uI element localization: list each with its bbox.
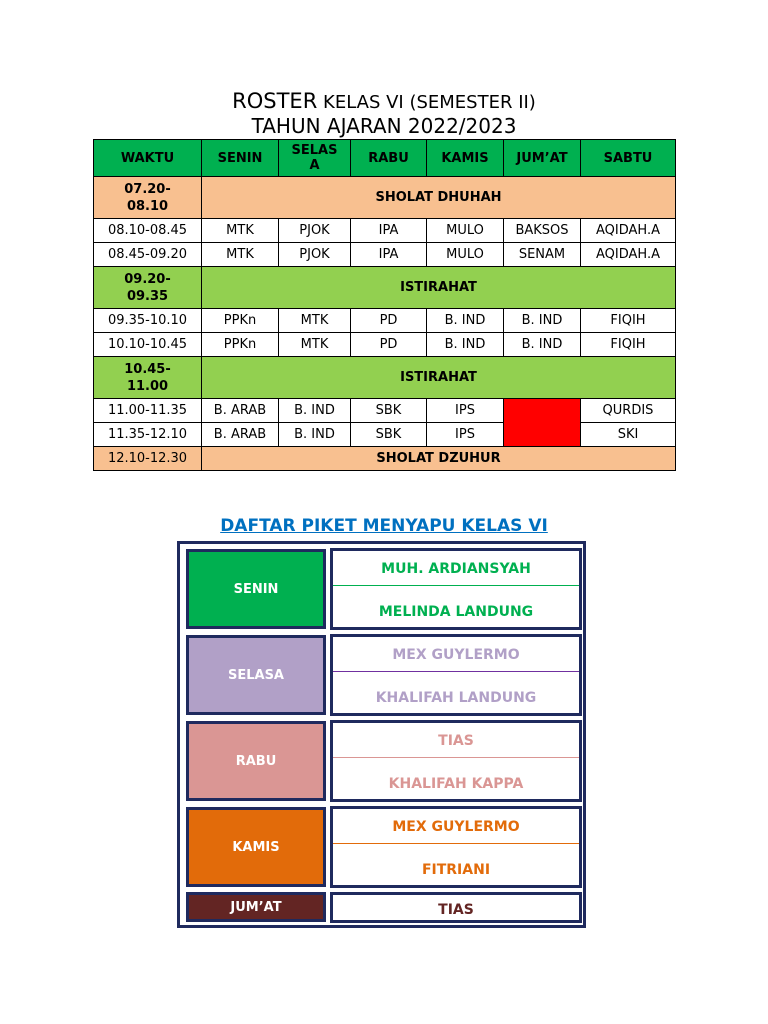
student-name: KHALIFAH KAPPA: [388, 776, 524, 792]
table-row: [94, 399, 676, 423]
student-name: MEX GUYLERMO: [392, 647, 520, 663]
table-row: [94, 267, 676, 309]
table-row: [94, 447, 676, 471]
subject-cell: MULO: [427, 219, 504, 243]
subject-cell: SKI: [581, 423, 676, 447]
subject-cell: QURDIS: [581, 399, 676, 423]
subject-cell: MTK: [279, 333, 351, 357]
table-row: [94, 219, 676, 243]
subject-cell: MULO: [427, 243, 504, 267]
merged-activity-cell: ISTIRAHAT: [202, 357, 676, 399]
subject-cell: AQIDAH.A: [581, 219, 676, 243]
subject-cell: B. ARAB: [202, 399, 279, 423]
name-group-selasa: [330, 634, 582, 716]
merged-activity-cell: SHOLAT DHUHAH: [202, 177, 676, 219]
time-cell: 11.00-11.35: [94, 399, 202, 423]
day-label-text: SENIN: [233, 581, 279, 597]
day-label-kamis: [186, 807, 326, 887]
time-cell: 09.20- 09.35: [94, 267, 202, 309]
name-divider: [333, 671, 579, 672]
subject-cell: BAKSOS: [504, 219, 581, 243]
subject-cell: PJOK: [279, 219, 351, 243]
subject-cell: B. IND: [279, 423, 351, 447]
name-group-rabu: [330, 720, 582, 802]
day-label-senin: [186, 549, 326, 629]
student-name: MELINDA LANDUNG: [378, 604, 534, 620]
roster-title-word: ROSTER: [232, 89, 318, 113]
time-cell: 12.10-12.30: [94, 447, 202, 471]
subject-cell: B. IND: [504, 309, 581, 333]
student-name: KHALIFAH LANDUNG: [375, 690, 537, 706]
name-group-senin: [330, 548, 582, 630]
subject-cell: IPA: [351, 243, 427, 267]
table-row: [94, 333, 676, 357]
time-cell: 07.20- 08.10: [94, 177, 202, 219]
subject-cell: SENAM: [504, 243, 581, 267]
roster-header-row: [94, 140, 676, 177]
merged-activity-cell: ISTIRAHAT: [202, 267, 676, 309]
roster-subtitle: TAHUN AJARAN 2022/2023: [251, 114, 517, 138]
day-label-text: JUM’AT: [230, 899, 282, 915]
day-label-selasa: [186, 635, 326, 715]
header-waktu: WAKTU: [94, 140, 202, 177]
subject-cell: IPS: [427, 399, 504, 423]
subject-cell: FIQIH: [581, 309, 676, 333]
name-group-kamis: [330, 806, 582, 888]
piket-title: DAFTAR PIKET MENYAPU KELAS VI: [220, 516, 548, 536]
table-row: [94, 357, 676, 399]
student-name: FITRIANI: [421, 862, 491, 878]
subject-cell: PPKn: [202, 333, 279, 357]
header-jumat: JUM’AT: [504, 140, 581, 177]
name-divider: [333, 585, 579, 586]
time-cell: 09.35-10.10: [94, 309, 202, 333]
table-row: [94, 243, 676, 267]
header-selasa: SELAS A: [279, 140, 351, 177]
subject-cell: B. IND: [279, 399, 351, 423]
table-row: [94, 177, 676, 219]
header-senin: SENIN: [202, 140, 279, 177]
time-cell: 11.35-12.10: [94, 423, 202, 447]
roster-title-rest: KELAS VI (SEMESTER II): [317, 92, 536, 113]
subject-cell: IPA: [351, 219, 427, 243]
subject-cell: AQIDAH.A: [581, 243, 676, 267]
subject-cell: MTK: [279, 309, 351, 333]
time-cell: 08.10-08.45: [94, 219, 202, 243]
day-label-rabu: [186, 721, 326, 801]
empty-red-cell: [504, 399, 581, 447]
subject-cell: B. IND: [427, 309, 504, 333]
name-divider: [333, 757, 579, 758]
time-cell: 10.10-10.45: [94, 333, 202, 357]
roster-table: [93, 139, 676, 471]
student-name: MEX GUYLERMO: [392, 819, 520, 835]
day-label-jumat: [186, 892, 326, 922]
name-group-jumat: [330, 892, 582, 923]
day-label-text: RABU: [235, 753, 277, 769]
subject-cell: MTK: [202, 243, 279, 267]
subject-cell: PJOK: [279, 243, 351, 267]
subject-cell: SBK: [351, 399, 427, 423]
subject-cell: FIQIH: [581, 333, 676, 357]
subject-cell: MTK: [202, 219, 279, 243]
subject-cell: B. IND: [504, 333, 581, 357]
header-rabu: RABU: [351, 140, 427, 177]
student-name: TIAS: [438, 902, 474, 918]
header-sabtu: SABTU: [581, 140, 676, 177]
time-cell: 08.45-09.20: [94, 243, 202, 267]
subject-cell: SBK: [351, 423, 427, 447]
day-label-text: KAMIS: [232, 839, 280, 855]
merged-activity-cell: SHOLAT DZUHUR: [202, 447, 676, 471]
student-name: TIAS: [438, 733, 474, 749]
subject-cell: PPKn: [202, 309, 279, 333]
header-kamis: KAMIS: [427, 140, 504, 177]
subject-cell: IPS: [427, 423, 504, 447]
name-divider: [333, 843, 579, 844]
subject-cell: B. ARAB: [202, 423, 279, 447]
day-label-text: SELASA: [227, 667, 284, 683]
time-cell: 10.45- 11.00: [94, 357, 202, 399]
subject-cell: B. IND: [427, 333, 504, 357]
subject-cell: PD: [351, 309, 427, 333]
table-row: [94, 423, 676, 447]
roster-title: [0, 88, 768, 116]
subject-cell: PD: [351, 333, 427, 357]
table-row: [94, 309, 676, 333]
student-name: MUH. ARDIANSYAH: [381, 561, 531, 577]
